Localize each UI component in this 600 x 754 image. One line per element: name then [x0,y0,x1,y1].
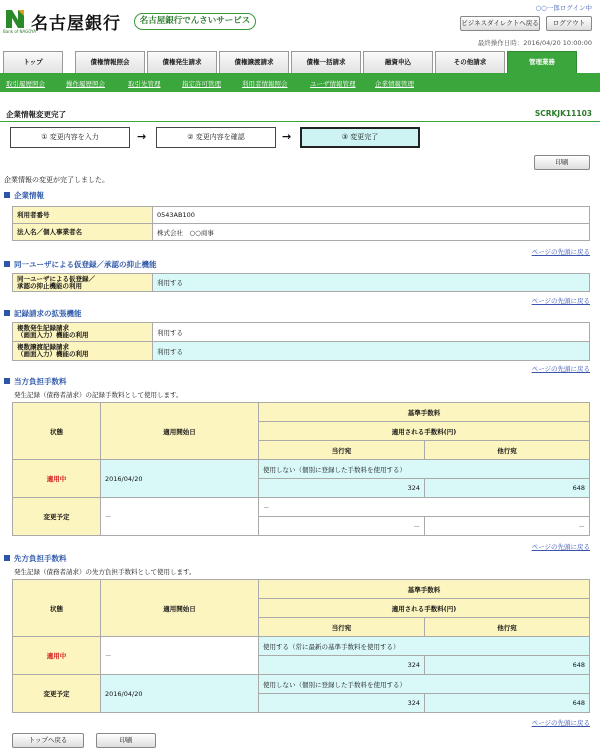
multi-transfer-label [13,342,153,361]
payee-fee-table [12,579,590,713]
multi-issue-label [13,323,153,342]
own-fee-table [12,402,590,536]
tab-bond-bulk[interactable]: 債権一括請求 [291,51,361,73]
suppression-value: 利用する [153,274,590,292]
sub-navigation [0,76,600,92]
page-top-link-3[interactable]: ページの先頭に戻る [531,365,590,373]
table-row [13,460,590,479]
fee-other-active: 648 [425,656,590,675]
col-status: 状態 [13,403,101,460]
section-square-icon [4,192,10,198]
screen-id: SCRKJK11103 [534,109,592,118]
step-input: ① 変更内容を入力 [10,127,130,148]
fee-desc-scheduled: － [259,498,590,517]
extension-heading [4,308,82,319]
header [0,0,600,52]
subnav-company-management[interactable]: 企業情報管理 [375,80,414,88]
multi-transfer-label-line2: （画面入力）機能の利用 [17,350,89,358]
page-top-link-2[interactable]: ページの先頭に戻る [531,297,590,305]
subnav-permission-management[interactable]: 指定許可管理 [182,80,221,88]
suppression-label [13,274,153,292]
fee-other-scheduled: － [425,517,590,536]
fee-our-active: 324 [259,479,425,498]
table-row [13,403,590,422]
col-our-bank: 当行宛 [259,441,425,460]
col-other-bank: 他行宛 [425,441,590,460]
status-active: 適用中 [13,637,101,675]
own-fee-description: 発生記録（債務者請求）の記録手数料として使用します。 [14,391,183,399]
start-date-scheduled: － [101,498,259,536]
step-confirm: ② 変更内容を確認 [156,127,276,148]
multi-issue-label-line2: （画面入力）機能の利用 [17,331,89,339]
company-name-value: 株式会社 ○○商事 [153,224,590,241]
subnav-user-management[interactable]: ユーザ情報管理 [310,80,356,88]
table-row [13,498,590,517]
col-applied-fee: 適用される手数料(円) [259,422,590,441]
extension-table [12,322,590,361]
section-square-icon [4,378,10,384]
suppression-label-line1: 同一ユーザによる仮登録／ [17,274,95,283]
tab-bond-issue[interactable]: 債権発生請求 [147,51,217,73]
print-button-bottom[interactable]: 印刷 [96,733,156,748]
col-other-bank: 他行宛 [425,618,590,637]
extension-heading-text: 記録請求の拡張機能 [14,309,82,318]
tab-bond-inquiry[interactable]: 債権情報照会 [75,51,145,73]
col-start-date: 適用開始日 [101,403,259,460]
subnav-operation-history[interactable]: 操作履歴照会 [66,80,105,88]
col-applied-fee: 適用される手数料(円) [259,599,590,618]
step-complete: ③ 変更完了 [300,127,420,148]
section-square-icon [4,555,10,561]
tab-bond-transfer[interactable]: 債権譲渡請求 [219,51,289,73]
fee-our-scheduled: － [259,517,425,536]
section-square-icon [4,310,10,316]
back-to-top-button[interactable]: トップへ戻る [12,733,84,748]
col-our-bank: 当行宛 [259,618,425,637]
table-row [13,224,590,241]
company-info-heading-text: 企業情報 [14,191,44,200]
step-arrow-2: → [282,130,292,143]
table-row [13,342,590,361]
user-number-value: 0543AB100 [153,207,590,224]
company-info-heading [4,190,44,201]
page-top-link-5[interactable]: ページの先頭に戻る [531,719,590,727]
page-top-link-1[interactable]: ページの先頭に戻る [531,248,590,256]
tab-other[interactable]: その他請求 [435,51,505,73]
start-date-scheduled: 2016/04/20 [101,675,259,713]
tab-loan[interactable]: 融資申込 [363,51,433,73]
own-fee-heading-text: 当方負担手数料 [14,377,67,386]
col-base-fee: 基準手数料 [259,403,590,422]
company-name-label: 法人名／個人事業者名 [13,224,153,241]
fee-our-scheduled: 324 [259,694,425,713]
subnav-transaction-history[interactable]: 取引履歴照会 [6,80,45,88]
main-tabs [0,51,600,73]
logo-subtitle: Bank of NAGOYA [3,29,37,34]
tab-top[interactable]: トップ [3,51,63,73]
table-row [13,323,590,342]
suppression-label-line2: 承認の抑止機能の利用 [17,281,82,290]
business-direct-button[interactable]: ビジネスダイレクトへ戻る [460,16,540,31]
subnav-partner-management[interactable]: 取引先管理 [128,80,161,88]
start-date-active: 2016/04/20 [101,460,259,498]
table-row [13,675,590,694]
tab-management[interactable]: 管理業務 [507,51,577,73]
completion-message: 企業情報の変更が完了しました。 [4,176,109,184]
user-number-label: 利用者番号 [13,207,153,224]
subnav-user-inquiry[interactable]: 利用者情報照会 [242,80,288,88]
suppression-table [12,273,590,292]
last-operation-time: 最終操作日時：2016/04/20 10:00:00 [477,39,592,47]
fee-desc-active: 使用する（常に最新の基準手数料を使用する） [259,637,590,656]
payee-fee-heading-text: 先方負担手数料 [14,554,67,563]
col-start-date: 適用開始日 [101,580,259,637]
login-user: ○○一郎ログイン中 [535,4,592,12]
col-status: 状態 [13,580,101,637]
status-scheduled: 変更予定 [13,675,101,713]
table-row [13,274,590,292]
multi-issue-value: 利用する [153,323,590,342]
start-date-active: － [101,637,259,675]
logout-button[interactable]: ログアウト [546,16,592,31]
print-button-top[interactable]: 印刷 [534,155,590,170]
service-name: 名古屋銀行でんさいサービス [134,13,256,30]
suppression-heading [4,259,157,270]
payee-fee-description: 発生記録（債務者請求）の先方負担手数料として使用します。 [14,568,196,576]
table-row [13,637,590,656]
col-base-fee: 基準手数料 [259,580,590,599]
fee-desc-active: 使用しない（個別に登録した手数料を使用する） [259,460,590,479]
fee-other-active: 648 [425,479,590,498]
multi-issue-label-line1: 複数発生記録請求 [17,324,69,332]
fee-desc-scheduled: 使用しない（個別に登録した手数料を使用する） [259,675,590,694]
section-square-icon [4,261,10,267]
table-row [13,207,590,224]
status-scheduled: 変更予定 [13,498,101,536]
bank-logo-icon [4,8,26,30]
multi-transfer-value: 利用する [153,342,590,361]
table-row [13,580,590,599]
fee-our-active: 324 [259,656,425,675]
page-title: 企業情報変更完了 [6,110,66,119]
bank-name: 名古屋銀行 [31,14,121,34]
title-row [0,108,600,122]
own-fee-heading [4,376,67,387]
status-active: 適用中 [13,460,101,498]
company-info-table [12,206,590,241]
multi-transfer-label-line1: 複数譲渡記録請求 [17,343,69,351]
suppression-heading-text: 同一ユーザによる仮登録／承認の抑止機能 [14,260,157,269]
payee-fee-heading [4,553,67,564]
page-top-link-4[interactable]: ページの先頭に戻る [531,543,590,551]
step-arrow-1: → [137,130,147,143]
fee-other-scheduled: 648 [425,694,590,713]
